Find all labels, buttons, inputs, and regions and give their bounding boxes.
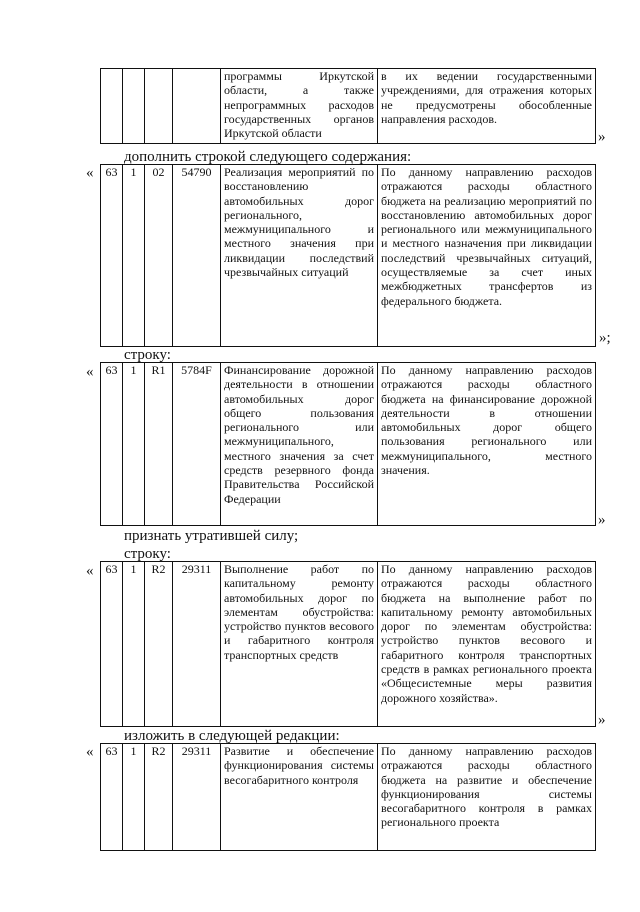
cell-code-3: 02 [145, 165, 173, 347]
cell-name: программы Иркутской области, а также непрограммных расходов государственных органов Иркутской области [221, 69, 378, 144]
cell-code-4: 54790 [173, 165, 221, 347]
instruction-row: строку: [124, 347, 171, 363]
cell-code-1: 63 [101, 165, 123, 347]
instruction-add-row: дополнить строкой следующего содержания: [124, 149, 412, 165]
cell-name: Финансирование дорожной деятельности в отношении автомобильных дорог общего пользования регионального или межмуниципального, местного значения за счет средств резервного фонда Правительства Российской Федерации [221, 363, 378, 526]
table-row-54790 [100, 164, 596, 347]
cell-code-1: 63 [101, 562, 123, 727]
cell-description: в их ведении государственными учреждениями, для отражения которых не предусмотрены обособленные направления расходов. [378, 69, 596, 144]
table-row [101, 562, 596, 727]
cell-description: По данному направлению расходов отражаются расходы областного бюджета на развитие и обеспечение функционирования системы весогабаритного контроля в рамках регионального проекта [378, 744, 596, 851]
table-row-29311-new [100, 743, 596, 851]
table-row [101, 363, 596, 526]
cell-code-3: R2 [145, 744, 173, 851]
cell-code-2 [123, 69, 145, 144]
cell-code-4: 5784F [173, 363, 221, 526]
table-row-5784F [100, 362, 596, 526]
opening-quote: « [86, 165, 94, 181]
closing-quote: »; [599, 330, 611, 346]
instruction-new-edition: изложить в следующей редакции: [124, 728, 340, 744]
table-row [101, 744, 596, 851]
cell-name: Реализация мероприятий по восстановлению автомобильных дорог регионального, межмуниципального и местного значения при ликвидации последствий чрезвычайных ситуаций [221, 165, 378, 347]
opening-quote: « [86, 744, 94, 760]
table-row [101, 165, 596, 347]
cell-code-2: 1 [123, 562, 145, 727]
cell-description: По данному направлению расходов отражаются расходы областного бюджета на финансирование дорожной деятельности в отношении автомобильных дорог общего пользования регионального или межмуниципального, местного значения. [378, 363, 596, 526]
cell-code-4: 29311 [173, 744, 221, 851]
opening-quote: « [86, 364, 94, 380]
table-row [101, 69, 596, 144]
cell-code-4 [173, 69, 221, 144]
cell-description: По данному направлению расходов отражаются расходы областного бюджета на реализацию мероприятий по восстановлению автомобильных дорог регионального или межмуниципального и местного назначения при ликвидации последствий чрезвычайных ситуаций, осуществляемые за счет иных межбюджетных трансфертов из федерального бюджета. [378, 165, 596, 347]
cell-code-1: 63 [101, 363, 123, 526]
cell-name: Выполнение работ по капитальному ремонту автомобильных дорог по элементам обустройства: устройство пунктов весового и габаритного контроля транспортных средств [221, 562, 378, 727]
cell-code-2: 1 [123, 363, 145, 526]
cell-code-3 [145, 69, 173, 144]
instruction-repeal: признать утратившей силу; [124, 528, 299, 544]
closing-quote: » [598, 712, 606, 728]
cell-code-4: 29311 [173, 562, 221, 727]
opening-quote: « [86, 563, 94, 579]
cell-code-2: 1 [123, 165, 145, 347]
cell-code-3: R1 [145, 363, 173, 526]
cell-code-3: R2 [145, 562, 173, 727]
instruction-row: строку: [124, 546, 171, 562]
table-row-29311-old [100, 561, 596, 727]
cell-code-1: 63 [101, 744, 123, 851]
closing-quote: » [598, 129, 606, 145]
cell-code-1 [101, 69, 123, 144]
cell-description: По данному направлению расходов отражаются расходы областного бюджета на выполнение работ по капитальному ремонту автомобильных дорог по элементам обустройства: устройство пунктов весового и габаритного контроля транспортных средств в рамках регионального проекта «Общесистемные меры развития дорожного хозяйства». [378, 562, 596, 727]
table-continued [100, 68, 596, 144]
cell-code-2: 1 [123, 744, 145, 851]
closing-quote: » [598, 512, 606, 528]
cell-name: Развитие и обеспечение функционирования системы весогабаритного контроля [221, 744, 378, 851]
